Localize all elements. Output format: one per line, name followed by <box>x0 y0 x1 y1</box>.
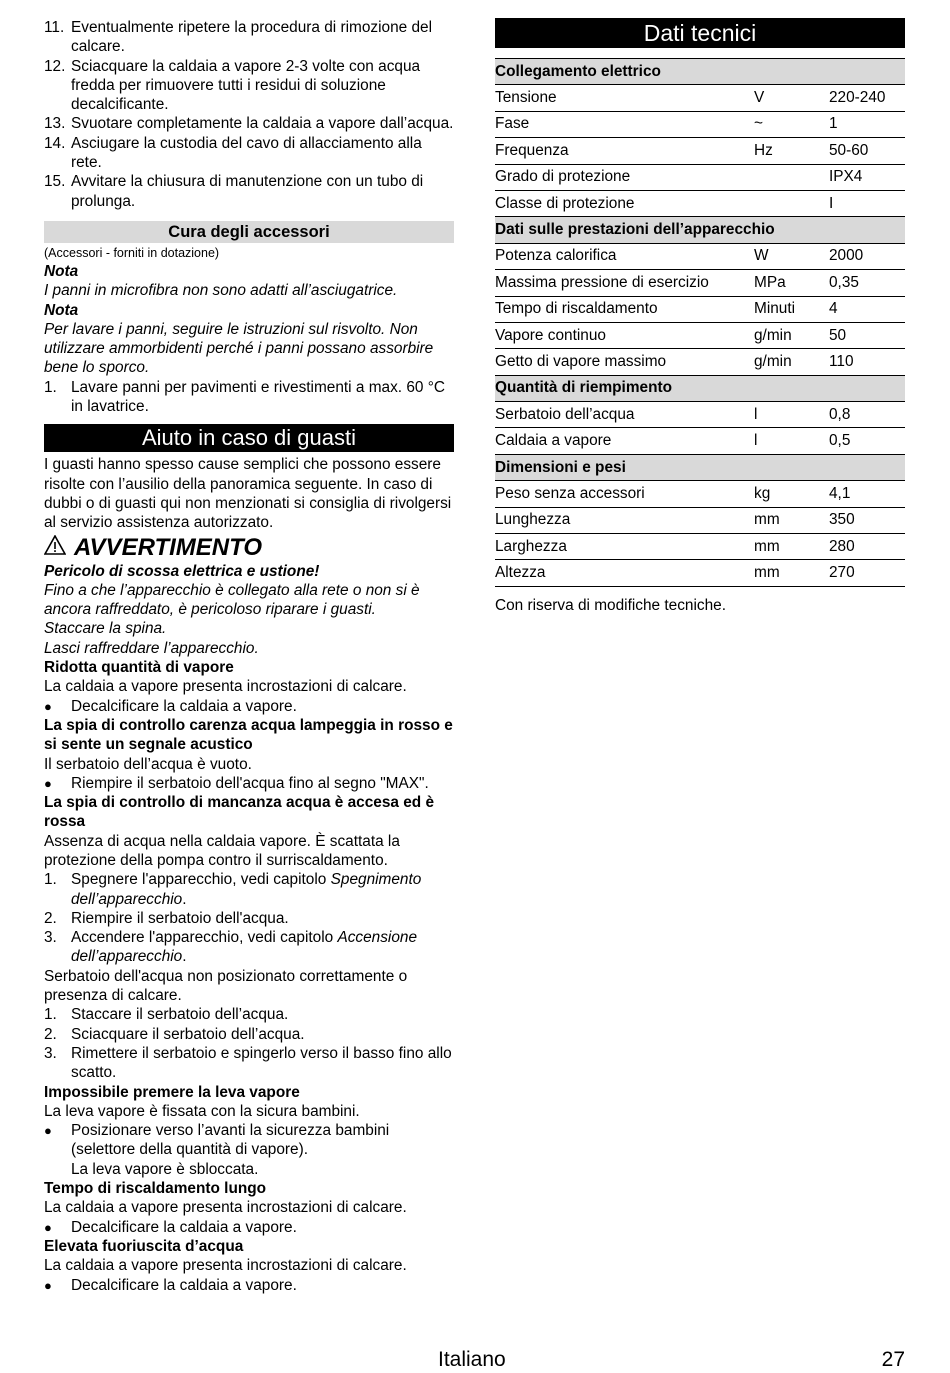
step-text: Svuotare completamente la caldaia a vapore dall’acqua. <box>71 115 454 133</box>
spec-name: Grado di protezione <box>495 164 754 190</box>
numbered-step: 2. Sciacquare il serbatoio dell’acqua. <box>44 1025 305 1043</box>
spec-value: 50 <box>829 322 905 348</box>
bullet-icon: ● <box>44 1277 52 1293</box>
technical-changes-note: Con riserva di modifiche tecniche. <box>495 596 726 614</box>
spec-value: 50-60 <box>829 138 905 164</box>
step-text: Eventualmente ripetere la procedura di rimozione del calcare. <box>71 19 433 56</box>
technical-data-heading: Dati tecnici <box>495 18 905 48</box>
table-section-row <box>495 454 905 480</box>
table-row <box>495 560 905 586</box>
step-number: 1. <box>44 378 57 396</box>
spec-unit: Minuti <box>754 296 829 322</box>
note-label: Nota <box>44 301 79 319</box>
spec-unit: MPa <box>754 270 829 296</box>
problem-cause: La caldaia a vapore presenta incrostazioni di calcare. <box>44 678 407 696</box>
warning-text: Fino a che l’apparecchio è collegato alla rete o non si è ancora raffreddato, è pericoloso riparare i guasti. <box>44 581 420 619</box>
table-row <box>495 296 905 322</box>
problem-cause: Serbatoio dell'acqua non posizionato correttamente o presenza di calcare. <box>44 967 408 1005</box>
bullet-item: ● Decalcificare la caldaia a vapore. <box>44 1276 297 1294</box>
spec-name: Getto di vapore massimo <box>495 349 754 375</box>
spec-unit: g/min <box>754 322 829 348</box>
step-text: Asciugare la custodia del cavo di allacciamento alla rete. <box>71 134 422 172</box>
problem-heading: Tempo di riscaldamento lungo <box>44 1180 267 1198</box>
spec-unit <box>754 190 829 216</box>
spec-value: I <box>829 190 905 216</box>
spec-unit: mm <box>754 560 829 586</box>
problem-heading: La spia di controllo carenza acqua lampeggia in rosso e si sente un segnale acustico <box>44 716 453 754</box>
step-number: 11. <box>44 19 65 36</box>
spec-unit: mm <box>754 534 829 560</box>
spec-name: Caldaia a vapore <box>495 428 754 454</box>
bullet-item: ● Posizionare verso l’avanti la sicurezza bambini (selettore della quantità di vapore). <box>44 1122 390 1159</box>
spec-value: 0,8 <box>829 402 905 428</box>
numbered-step <box>44 57 454 115</box>
bullet-icon: ● <box>44 775 52 791</box>
spec-name: Potenza calorifica <box>495 243 754 269</box>
step-text: Sciacquare la caldaia a vapore 2-3 volte con acqua fredda per rimuovere tutti i residui di soluzione decalcificante. <box>71 57 421 114</box>
numbered-step: 1. Spegnere l'apparecchio, vedi capitolo Spegnimento dell’apparecchio. <box>44 871 422 908</box>
section-title: Dati sulle prestazioni dell’apparecchio <box>495 217 905 243</box>
troubleshooting-heading: Aiuto in caso di guasti <box>44 424 454 452</box>
numbered-step: 1. Staccare il serbatoio dell’acqua. <box>44 1006 289 1024</box>
table-section-row <box>495 59 905 85</box>
spec-unit: mm <box>754 507 829 533</box>
problem-cause: Assenza di acqua nella caldaia vapore. È scattata la protezione della pompa contro il surriscaldamento. <box>44 832 400 869</box>
numbered-step <box>44 378 454 417</box>
spec-value: 350 <box>829 507 905 533</box>
step-number: 12. <box>44 57 66 75</box>
spec-name: Peso senza accessori <box>495 481 754 507</box>
spec-name: Tempo di riscaldamento <box>495 296 754 322</box>
spec-name: Serbatoio dell’acqua <box>495 402 754 428</box>
spec-unit: ~ <box>754 111 829 137</box>
warning-heading <box>44 534 454 562</box>
right-column <box>495 18 905 615</box>
warning-subtitle: Pericolo di scossa elettrica e ustione! <box>44 562 320 580</box>
spec-name: Frequenza <box>495 138 754 164</box>
bullet-item: ● Riempire il serbatoio dell'acqua fino al segno "MAX". <box>44 774 429 792</box>
table-section-row <box>495 217 905 243</box>
spec-unit: g/min <box>754 349 829 375</box>
result-text: La leva vapore è sbloccata. <box>71 1160 259 1178</box>
numbered-step: 2. Riempire il serbatoio dell'acqua. <box>44 909 289 927</box>
problem-cause: La leva vapore è fissata con la sicura bambini. <box>44 1102 360 1120</box>
section-title: Collegamento elettrico <box>495 59 905 85</box>
technical-data-table <box>495 58 905 587</box>
numbered-step <box>44 172 454 211</box>
problem-cause: La caldaia a vapore presenta incrostazioni di calcare. <box>44 1257 407 1275</box>
table-row <box>495 349 905 375</box>
spec-unit: l <box>754 428 829 454</box>
spec-name: Lunghezza <box>495 507 754 533</box>
step-text: Avvitare la chiusura di manutenzione con un tubo di prolunga. <box>71 173 424 210</box>
spec-name: Tensione <box>495 85 754 111</box>
numbered-step <box>44 114 454 133</box>
spec-name: Fase <box>495 111 754 137</box>
chapter-reference: Accensione dell’apparecchio <box>71 929 418 966</box>
warning-triangle-icon <box>44 534 74 562</box>
numbered-step: 3. Accendere l'apparecchio, vedi capitolo Accensione dell’apparecchio. <box>44 929 418 966</box>
problem-heading: Elevata fuoriuscita d’acqua <box>44 1237 244 1255</box>
spec-value: IPX4 <box>829 164 905 190</box>
spec-name: Classe di protezione <box>495 190 754 216</box>
descaling-steps-list <box>44 18 454 211</box>
table-row <box>495 534 905 560</box>
spec-value: 270 <box>829 560 905 586</box>
chapter-reference: Spegnimento dell’apparecchio <box>71 871 422 908</box>
spec-value: 2000 <box>829 243 905 269</box>
problem-heading: La spia di controllo di mancanza acqua è accesa ed è rossa <box>44 794 435 831</box>
bullet-icon: ● <box>44 1123 52 1139</box>
table-row <box>495 270 905 296</box>
numbered-step: 3. Rimettere il serbatoio e spingerlo verso il basso fino allo scatto. <box>44 1044 452 1082</box>
spec-value: 220-240 <box>829 85 905 111</box>
step-number: 13. <box>44 115 66 133</box>
spec-value: 110 <box>829 349 905 375</box>
warning-title: AVVERTIMENTO <box>74 533 263 561</box>
spec-name: Altezza <box>495 560 754 586</box>
table-row <box>495 243 905 269</box>
spec-unit: kg <box>754 481 829 507</box>
table-row <box>495 164 905 190</box>
spec-unit: Hz <box>754 138 829 164</box>
note-text: Per lavare i panni, seguire le istruzioni sul risvolto. Non utilizzare ammorbidenti perché i panni possano assorbire bene lo sporco. <box>44 320 434 377</box>
numbered-step <box>44 18 454 57</box>
problem-cause: La caldaia a vapore presenta incrostazioni di calcare. <box>44 1199 407 1217</box>
bullet-icon: ● <box>44 1219 52 1235</box>
spec-name: Vapore continuo <box>495 322 754 348</box>
table-row <box>495 111 905 137</box>
problem-heading: Ridotta quantità di vapore <box>44 659 234 677</box>
table-row <box>495 190 905 216</box>
spec-value: 280 <box>829 534 905 560</box>
left-column <box>44 18 454 1295</box>
page-number: 27 <box>881 1348 905 1371</box>
bullet-icon: ● <box>44 698 52 714</box>
problem-heading: Impossibile premere la leva vapore <box>44 1083 300 1101</box>
accessories-subtitle: (Accessori - forniti in dotazione) <box>44 245 220 260</box>
table-row <box>495 322 905 348</box>
troubleshooting-intro: I guasti hanno spesso cause semplici che possono essere risolte con l’ausilio della panoramica seguente. In caso di dubbi o di guasti qui non menzionati si consiglia di rivolgersi al servizio assistenza autorizzato. <box>44 456 452 532</box>
table-row <box>495 138 905 164</box>
section-title: Dimensioni e pesi <box>495 454 905 480</box>
table-row <box>495 402 905 428</box>
note-label: Nota <box>44 262 79 280</box>
problem-cause: Il serbatoio dell’acqua è vuoto. <box>44 755 252 773</box>
warning-text: Staccare la spina. <box>44 620 167 638</box>
spec-value: 0,35 <box>829 270 905 296</box>
bullet-item: ● Decalcificare la caldaia a vapore. <box>44 1218 297 1236</box>
accessories-care-heading: Cura degli accessori <box>44 221 454 243</box>
spec-value: 1 <box>829 111 905 137</box>
table-section-row <box>495 375 905 401</box>
step-number: 15. <box>44 173 66 191</box>
table-row <box>495 85 905 111</box>
spec-value: 4,1 <box>829 481 905 507</box>
spec-unit: l <box>754 402 829 428</box>
spec-value: 0,5 <box>829 428 905 454</box>
warning-text: Lasci raffreddare l’apparecchio. <box>44 639 259 657</box>
table-row <box>495 507 905 533</box>
spec-name: Massima pressione di esercizio <box>495 270 754 296</box>
bullet-item: ● Decalcificare la caldaia a vapore. <box>44 697 297 715</box>
table-row <box>495 428 905 454</box>
spec-unit <box>754 164 829 190</box>
note-text: I panni in microfibra non sono adatti all’asciugatrice. <box>44 282 398 300</box>
spec-unit: V <box>754 85 829 111</box>
spec-name: Larghezza <box>495 534 754 560</box>
table-row <box>495 481 905 507</box>
numbered-step <box>44 134 454 173</box>
spec-unit: W <box>754 243 829 269</box>
footer-language: Italiano <box>438 1348 506 1371</box>
step-text: Lavare panni per pavimenti e rivestimenti a max. 60 °C in lavatrice. <box>71 378 445 416</box>
section-title: Quantità di riempimento <box>495 375 905 401</box>
step-number: 14. <box>44 134 66 152</box>
spec-value: 4 <box>829 296 905 322</box>
